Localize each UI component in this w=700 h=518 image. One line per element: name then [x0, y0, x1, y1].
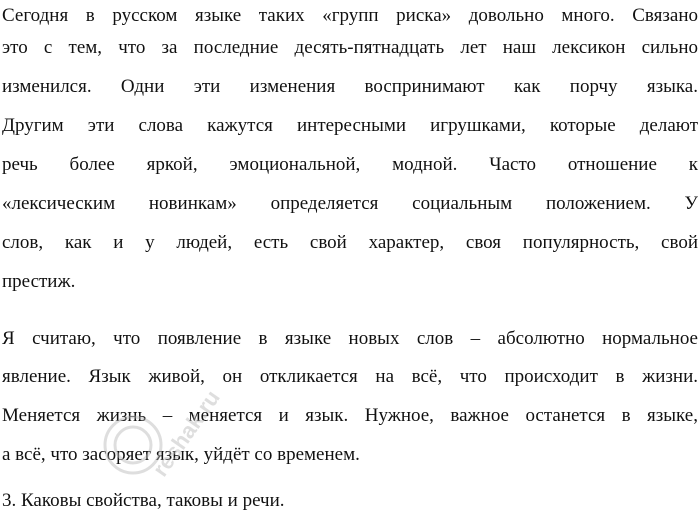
watermark-text: reshak.ru [147, 385, 225, 482]
paragraph-1-line-5: речь более яркой, эмоциональной, модной. Часто отношение к [2, 154, 698, 175]
paragraph-3-line-1: 3. Каковы свойства, таковы и речи. [2, 490, 285, 511]
paragraph-1-line-1: Сегодня в русском языке таких «групп риска» довольно много. Связано [2, 5, 698, 26]
paragraph-2-line-2: явление. Язык живой, он откликается на всё, что происходит в жизни. [2, 366, 698, 387]
paragraph-1-line-2: это с тем, что за последние десять-пятнадцать лет наш лексикон сильно [2, 37, 698, 58]
paragraph-1-line-6: «лексическим новинкам» определяется социальным положением. У [2, 193, 698, 214]
paragraph-2-line-4: а всё, что засоряет язык, уйдёт со временем. [2, 444, 360, 465]
paragraph-1-line-3: изменился. Одни эти изменения воспринимают как порчу языка. [2, 76, 698, 97]
paragraph-2-line-3: Меняется жизнь – меняется и язык. Нужное, важное останется в языке, [2, 405, 698, 426]
paragraph-1-line-4: Другим эти слова кажутся интересными игрушками, которые делают [2, 115, 698, 136]
paragraph-1-line-7: слов, как и у людей, есть свой характер, своя популярность, свой [2, 232, 698, 253]
paragraph-2-line-1: Я считаю, что появление в языке новых слов – абсолютно нормальное [2, 328, 698, 349]
paragraph-1-line-8: престиж. [2, 271, 76, 292]
